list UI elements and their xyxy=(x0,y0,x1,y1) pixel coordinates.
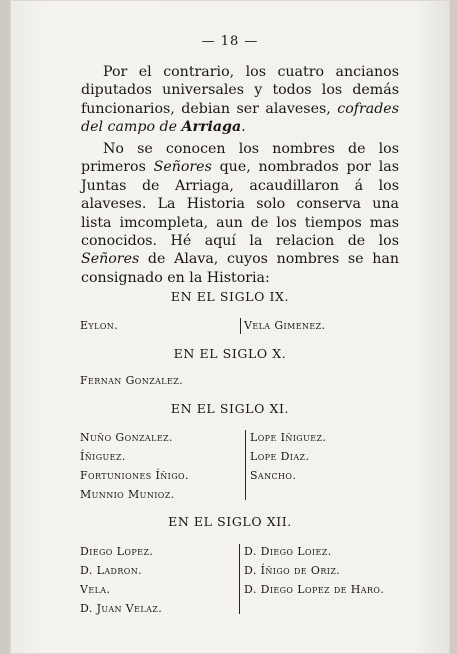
column-divider xyxy=(240,318,241,334)
century-heading-xi: EN EL SIGLO XI. xyxy=(170,401,290,416)
name-entry: Nuño Gonzalez. xyxy=(80,431,173,444)
name-entry: D. Diego Loiez. xyxy=(244,545,332,558)
p2-italic-b: Señores xyxy=(81,251,140,268)
p1-text-start: Por el contrario, los cuatro ancianos diputados universales y todos los demás funcionarios, debian ser alaveses, xyxy=(81,64,399,117)
name-entry: D. Ladron. xyxy=(80,564,142,577)
name-entry: Lope Diaz. xyxy=(250,450,310,463)
name-entry: Sancho. xyxy=(250,469,297,482)
book-page xyxy=(10,0,450,654)
name-entry: D. Juan Velaz. xyxy=(80,602,163,615)
column-divider xyxy=(239,544,240,614)
century-ix-left-list xyxy=(80,316,118,335)
century-heading-ix: EN EL SIGLO IX. xyxy=(170,289,290,304)
name-entry: Fernan Gonzalez. xyxy=(80,374,184,387)
name-entry: Munnio Munioz. xyxy=(80,488,175,501)
name-entry: D. Diego Lopez de Haro. xyxy=(244,583,385,596)
p1-italic: cofrades del campo de xyxy=(81,100,399,136)
name-entry: Lope Iñiguez. xyxy=(250,431,327,444)
p2-text-b: que, nombrados por las Juntas de Arriaga, acaudillaron á los alaveses. La Historia solo conserva una lista imcompleta, aun de los tiempos mas conocidos. Hé aquí la relacion de los xyxy=(81,159,399,250)
column-divider xyxy=(245,430,246,500)
page-number: — 18 — xyxy=(201,34,259,49)
paragraph-1 xyxy=(81,63,399,137)
p2-text-a: No se conocen los nombres de los primeros xyxy=(81,141,399,176)
century-xii-left-list xyxy=(80,542,162,618)
century-heading-x: EN EL SIGLO X. xyxy=(173,346,287,361)
name-entry: Eylon. xyxy=(80,319,119,332)
century-ix-right-list xyxy=(244,316,325,335)
century-xi-right-list xyxy=(250,428,326,485)
name-entry: Diego Lopez. xyxy=(80,545,154,558)
name-entry: Vela. xyxy=(80,583,111,596)
p2-text-c: de Alava, cuyos nombres se han consignado en la Historia: xyxy=(81,251,399,286)
century-xii-right-list xyxy=(244,542,384,599)
name-entry: Íñiguez. xyxy=(80,450,126,463)
p1-italic-bold: Arriaga xyxy=(181,119,242,136)
century-heading-xii: EN EL SIGLO XII. xyxy=(168,514,292,529)
p2-italic-a: Señores xyxy=(153,159,212,176)
name-entry: D. Íñigo de Oriz. xyxy=(244,564,341,577)
name-entry: Fortuniones Íñigo. xyxy=(80,469,189,482)
name-entry: Vela Gimenez. xyxy=(244,319,326,332)
century-xi-left-list xyxy=(80,428,189,504)
paragraph-2 xyxy=(81,140,399,287)
p1-text-end: . xyxy=(241,119,246,136)
century-x-left-list xyxy=(80,371,183,390)
